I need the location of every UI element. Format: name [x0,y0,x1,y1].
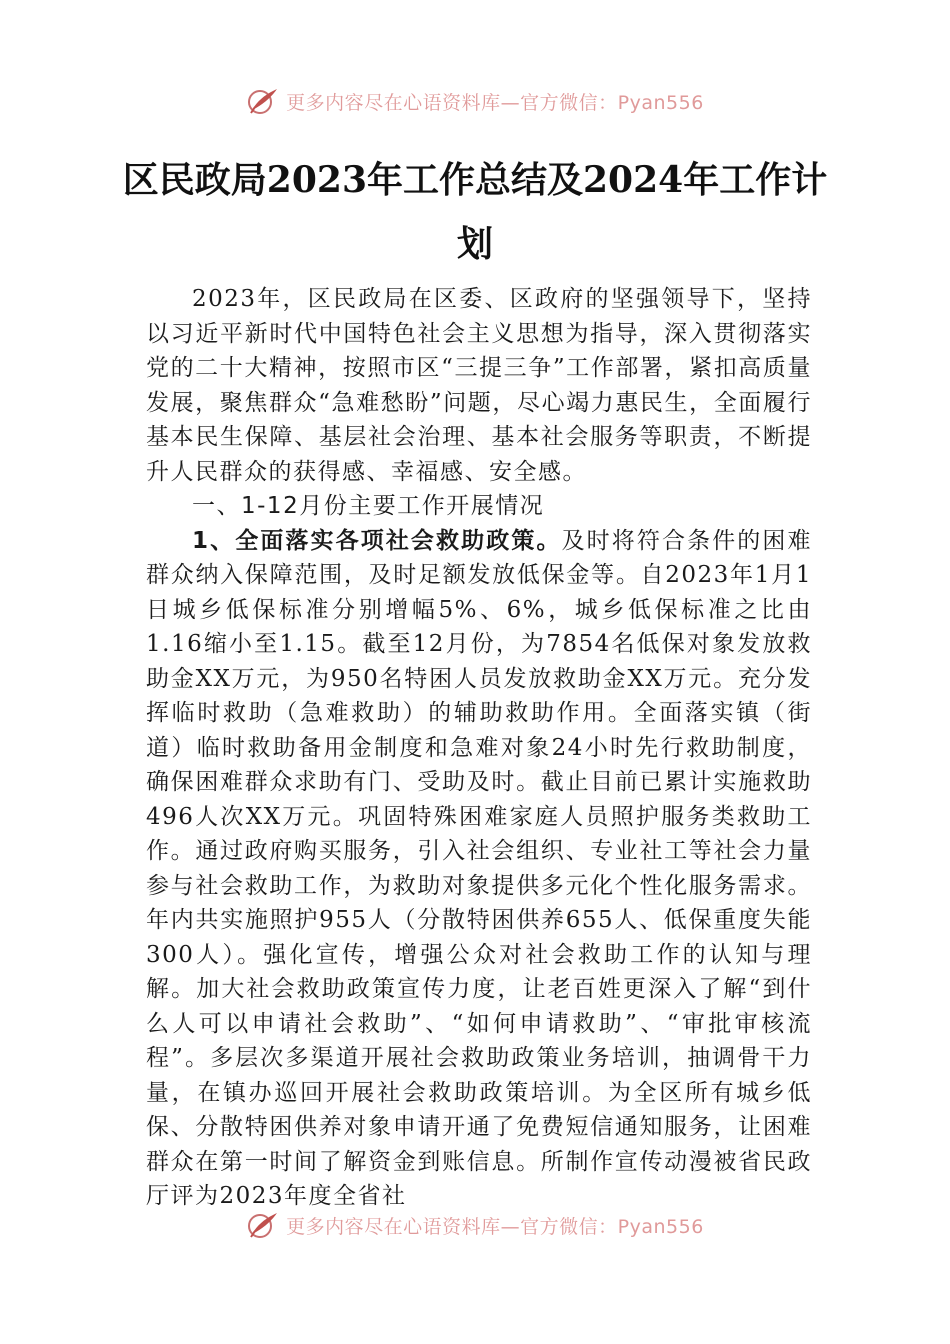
quill-logo-icon [246,86,280,116]
item-1-lead: 1、全面落实各项社会救助政策。 [192,527,562,554]
intro-paragraph: 2023年，区民政局在区委、区政府的坚强领导下，坚持以习近平新时代中国特色社会主义思想为指导，深入贯彻落实党的二十大精神，按照市区“三提三争”工作部署，紧扣高质量发展，聚焦群众“急难愁盼”问题，尽心竭力惠民生，全面履行基本民生保障、基层社会治理、基本社会服务等职责，不断提升人民群众的获得感、幸福感、安全感。 [146,286,812,485]
document-body [146,282,812,1214]
section-heading-1: 一、1-12月份主要工作开展情况 [192,493,545,519]
quill-logo-icon [246,1210,280,1240]
document-title [110,148,840,276]
item-1-text: 及时将符合条件的困难群众纳入保障范围，及时足额发放低保金等。自2023年1月1日城乡低保标准分别增幅5%、6%，城乡低保标准之比由1.16缩小至1.15。截至12月份，为7854名低保对象发放救助金XX万元，为950名特困人员发放救助金XX万元。充分发挥临时救助（急难救助）的辅助救助作用。全面落实镇（街道）临时救助备用金制度和急难对象24小时先行救助制度，确保困难群众求助有门、受助及时。截止目前已累计实施救助496人次XX万元。巩固特殊困难家庭人员照护服务类救助工作。通过政府购买服务，引入社会组织、专业社工等社会力量参与社会救助工作，为救助对象提供多元化个性化服务需求。年内共实施照护955人（分散特困供养655人、低保重度失能300人）。强化宣传，增强公众对社会救助工作的认知与理解。加大社会救助政策宣传力度，让老百姓更深入了解“到什么人可以申请社会救助”、“如何申请救助”、“审批审核流程”。多层次多渠道开展社会救助政策业务培训，抽调骨干力量，在镇办巡回开展社会救助政策培训。为全区所有城乡低保、分散特困供养对象申请开通了免费短信通知服务，让困难群众在第一时间了解资金到账信息。所制作宣传动漫被省民政厅评为2023年度全省社 [146,527,812,1209]
item-1-paragraph [146,524,812,1214]
watermark-footer [0,1210,950,1240]
title-line-1: 区民政局2023年工作总结及2024年工作计 [122,159,828,201]
watermark-text: 更多内容尽在心语资料库—官方微信：Pyan556 [286,1215,704,1238]
watermark-header [0,86,950,116]
title-line-2: 划 [456,223,493,265]
watermark-text: 更多内容尽在心语资料库—官方微信：Pyan556 [286,91,704,114]
